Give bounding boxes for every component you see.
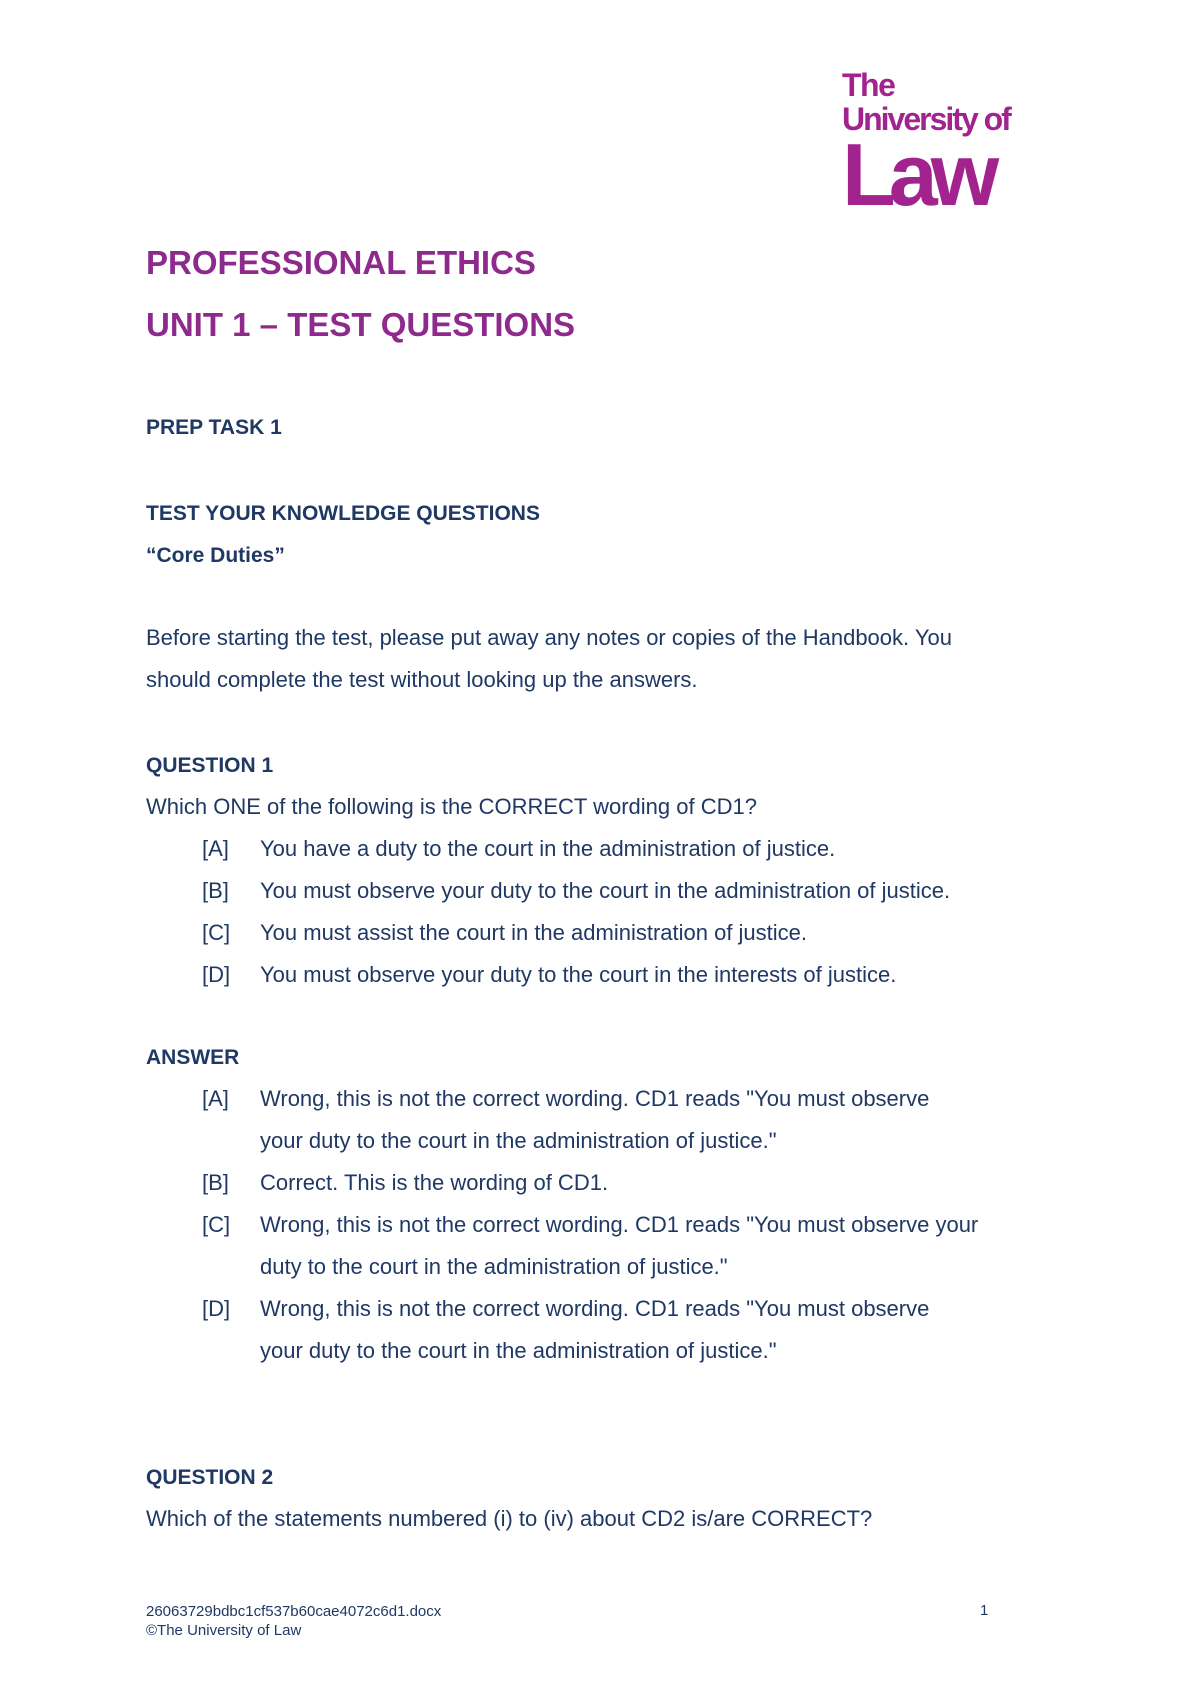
answer-letter: [D]	[202, 1296, 231, 1321]
answer-letter: [A]	[202, 1086, 229, 1111]
answer-text	[260, 1288, 1080, 1372]
page-number: 1	[980, 1602, 989, 1619]
intro-paragraph	[146, 617, 1066, 701]
option-letter: [C]	[202, 920, 231, 945]
option-text: You must observe your duty to the court in the interests of justice.	[260, 962, 897, 987]
answer-text-line: duty to the court in the administration of justice."	[260, 1254, 728, 1279]
answer-letter: [B]	[202, 1170, 229, 1195]
question-1-option-b	[202, 870, 950, 912]
answer-letter: [C]	[202, 1212, 231, 1237]
question-1-option-c	[202, 912, 807, 954]
intro-line: should complete the test without looking up the answers.	[146, 667, 698, 692]
answer-text-line: your duty to the court in the administration of justice."	[260, 1338, 777, 1363]
answer-1-heading: ANSWER	[146, 1046, 240, 1069]
question-1-option-d	[202, 954, 896, 996]
option-letter: [D]	[202, 962, 231, 987]
document-title-line1: PROFESSIONAL ETHICS	[146, 244, 536, 281]
intro-line: Before starting the test, please put away any notes or copies of the Handbook. You	[146, 625, 952, 650]
question-2-heading: QUESTION 2	[146, 1466, 274, 1489]
answer-text	[260, 1204, 1080, 1288]
question-1-heading: QUESTION 1	[146, 754, 274, 777]
option-text: You must observe your duty to the court in the administration of justice.	[260, 878, 951, 903]
answer-text-line: Wrong, this is not the correct wording. CD1 reads "You must observe your	[260, 1212, 979, 1237]
answer-text-line: Wrong, this is not the correct wording. CD1 reads "You must observe	[260, 1296, 930, 1321]
section-heading: TEST YOUR KNOWLEDGE QUESTIONS	[146, 502, 540, 525]
answer-text-line: Wrong, this is not the correct wording. CD1 reads "You must observe	[260, 1086, 930, 1111]
question-2-prompt-text: Which of the statements numbered (i) to (iv) about CD2 is/are CORRECT?	[146, 1506, 873, 1531]
question-2-prompt	[146, 1498, 1066, 1540]
document-title-line2: UNIT 1 – TEST QUESTIONS	[146, 306, 576, 343]
answer-text	[260, 1078, 1080, 1162]
section-subheading: “Core Duties”	[146, 544, 285, 567]
question-1-prompt	[146, 786, 1066, 828]
option-letter: [B]	[202, 878, 229, 903]
option-text: You have a duty to the court in the administration of justice.	[260, 836, 836, 861]
question-1-option-a	[202, 828, 835, 870]
page-footer	[146, 1602, 441, 1640]
logo-law: Law	[842, 125, 993, 224]
question-1-prompt-text: Which ONE of the following is the CORRECT wording of CD1?	[146, 794, 757, 819]
option-text: You must assist the court in the administration of justice.	[260, 920, 808, 945]
footer-filename: 26063729bdbc1cf537b60cae4072c6d1.docx	[146, 1603, 442, 1620]
footer-copyright: ©The University of Law	[146, 1622, 302, 1639]
answer-text-line: your duty to the court in the administration of justice."	[260, 1128, 777, 1153]
option-letter: [A]	[202, 836, 229, 861]
logo-university-of: University of	[842, 101, 1010, 137]
answer-text	[260, 1162, 1080, 1204]
prep-task-heading: PREP TASK 1	[146, 416, 282, 439]
logo-the: The	[842, 67, 895, 103]
university-of-law-logo	[842, 67, 1042, 224]
answer-text-line: Correct. This is the wording of CD1.	[260, 1170, 609, 1195]
